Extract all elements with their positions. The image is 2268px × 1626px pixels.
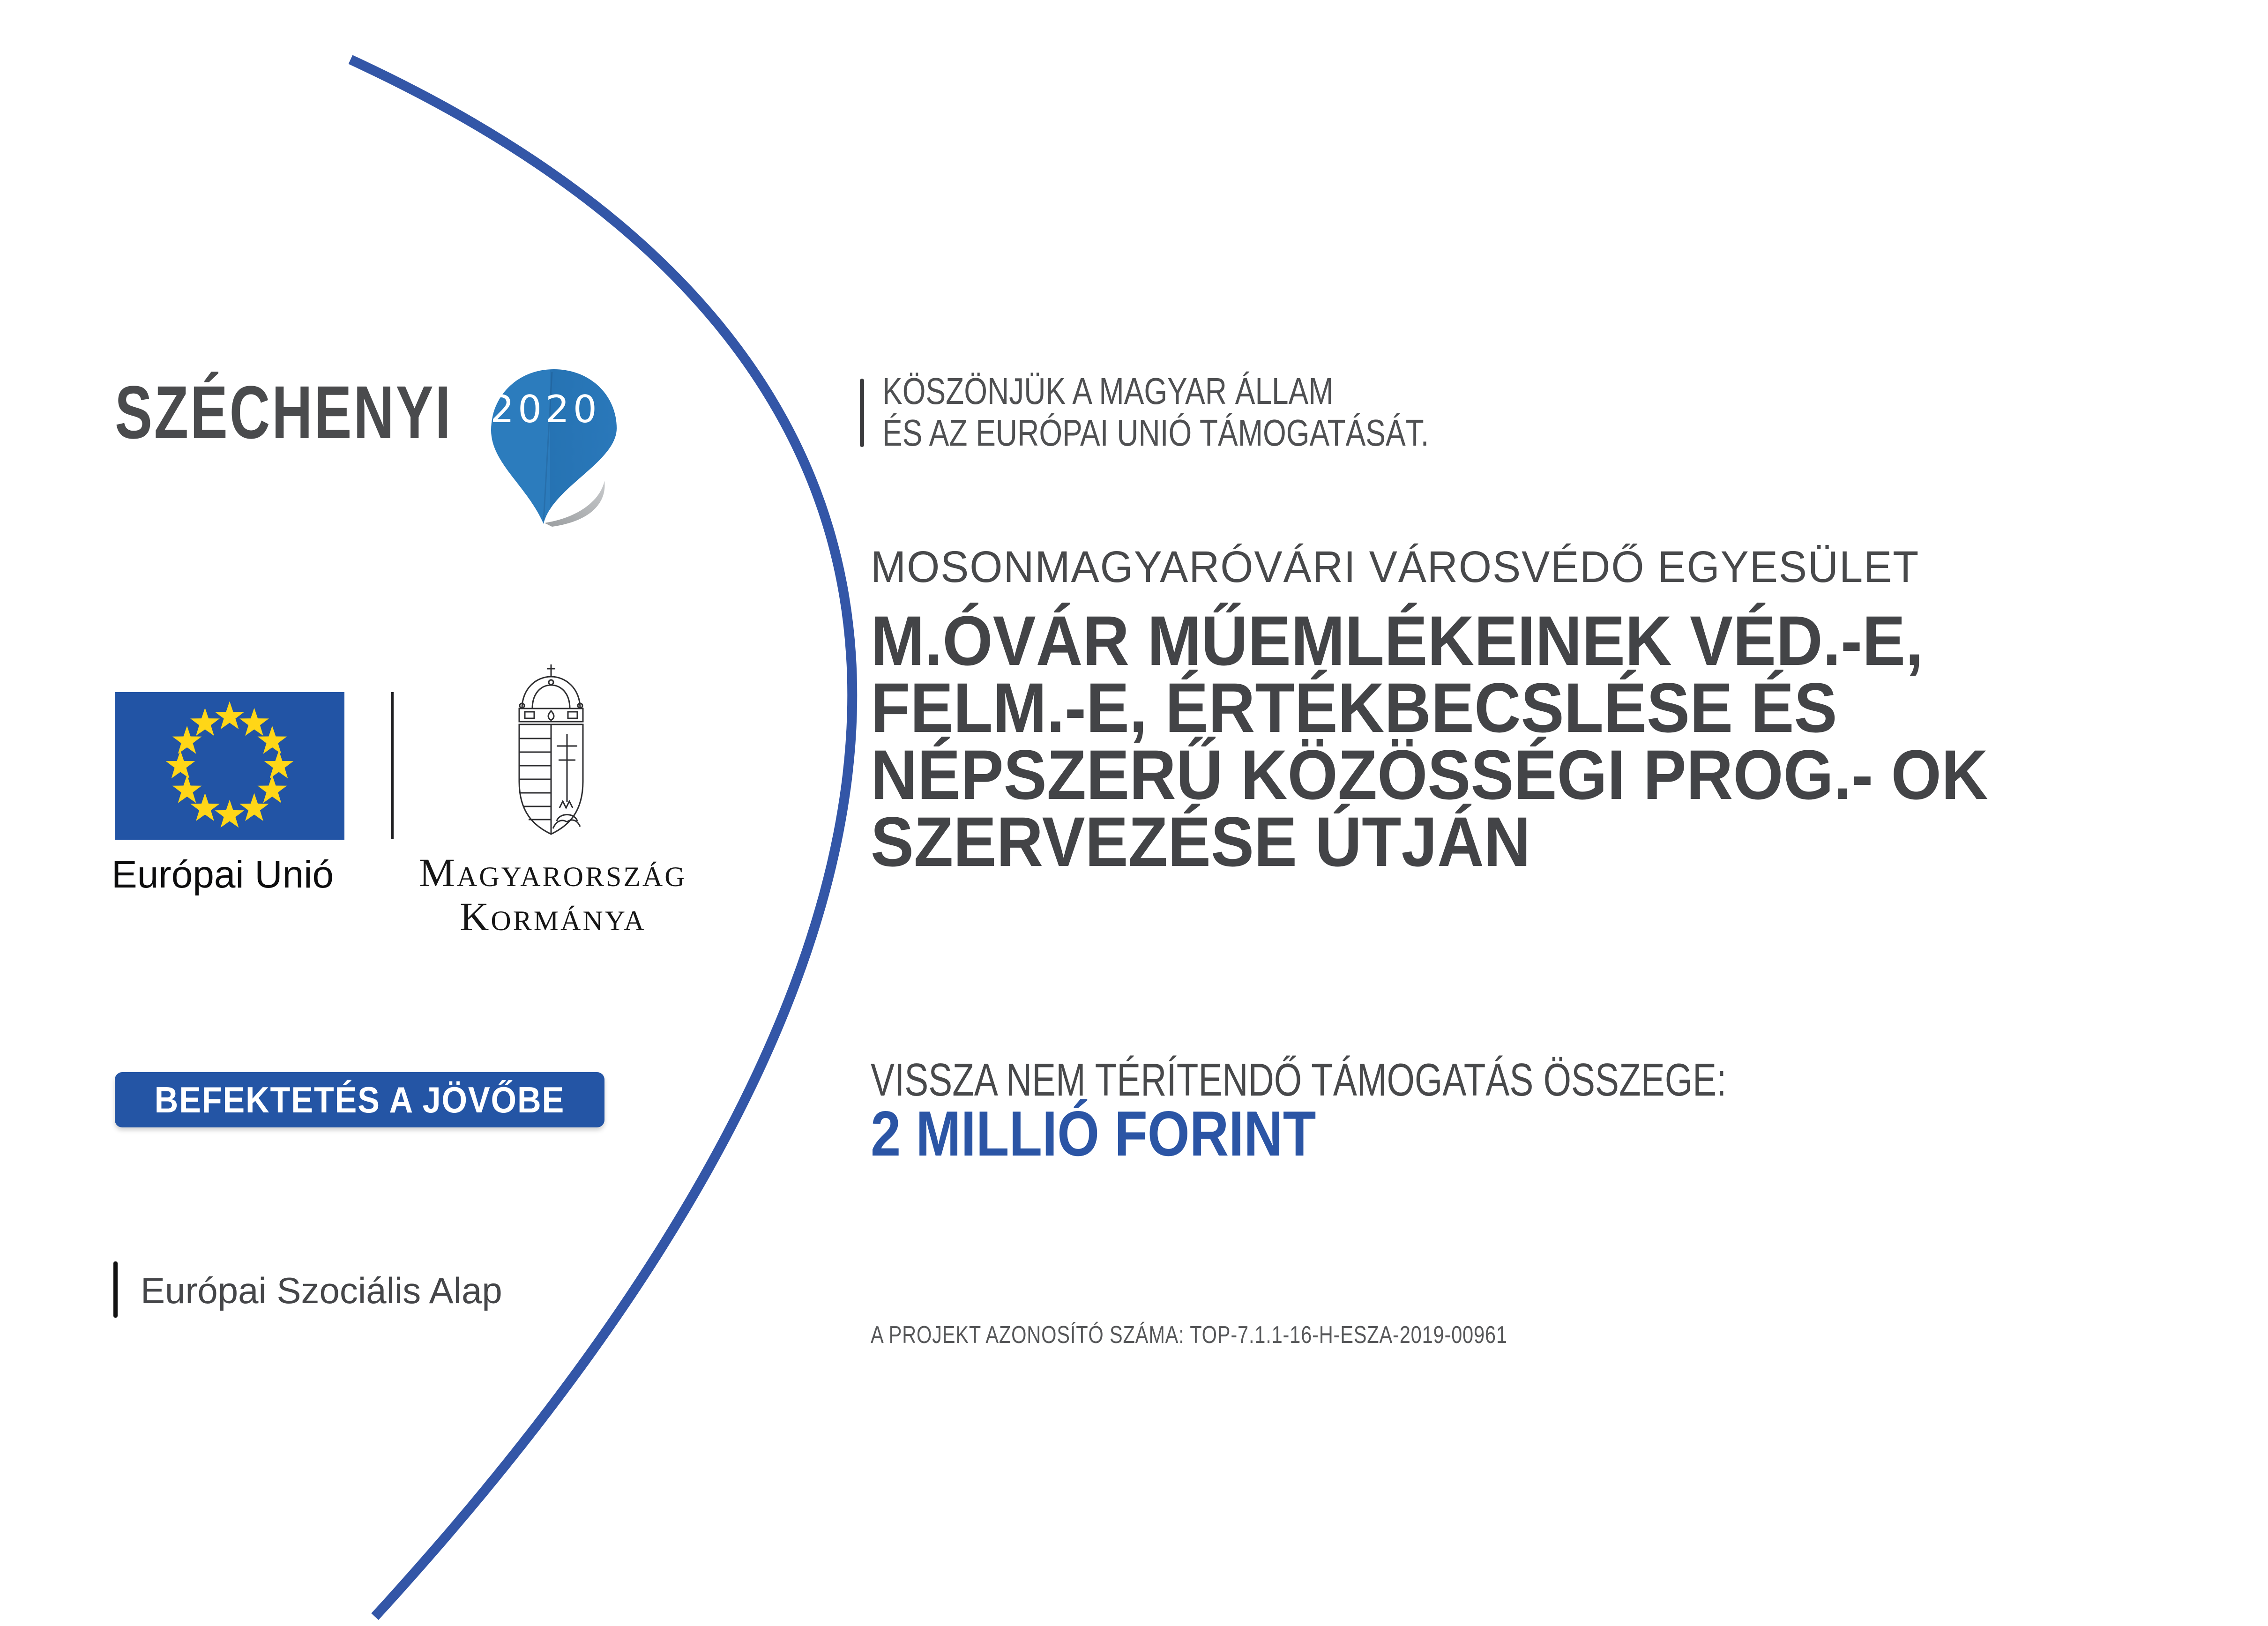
thanks-line-1: KÖSZÖNJÜK A MAGYAR ÁLLAM (882, 370, 1334, 412)
grant-amount-value: 2 MILLIÓ FORINT (871, 1098, 1316, 1169)
project-title-line-4: SZERVEZÉSE ÚTJÁN (871, 802, 1531, 881)
esf-label: Európai Szociális Alap (141, 1270, 502, 1311)
grant-amount-label: VISSZA NEM TÉRÍTENDŐ TÁMOGATÁS ÖSSZEGE: (871, 1054, 1727, 1105)
organization-name: MOSONMAGYARÓVÁRI VÁROSVÉDŐ EGYESÜLET (871, 542, 1920, 592)
esf-accent-bar (113, 1261, 118, 1318)
project-title (871, 601, 2085, 881)
eu-flag (115, 692, 344, 840)
eu-flag-caption: Európai Unió (112, 853, 334, 896)
thanks-accent-bar (860, 379, 864, 447)
project-title-line-1: M.ÓVÁR MŰEMLÉKEINEK VÉD.-E, (871, 601, 1924, 680)
szechenyi-wordmark-text: SZÉCHENYI (115, 370, 453, 454)
szechenyi-2020-pin-icon (486, 369, 621, 531)
government-label-line1: Magyarország (419, 850, 687, 895)
investment-badge-label: BEFEKTETÉS A JÖVŐBE (154, 1079, 565, 1120)
pin-year-label: 2020 (490, 388, 601, 431)
project-id-line: A PROJEKT AZONOSÍTÓ SZÁMA: TOP-7.1.1-16-H-ESZA-2019-00961 (871, 1321, 1507, 1349)
hungary-coat-of-arms-icon (504, 664, 598, 844)
project-title-line-3: NÉPSZERŰ KÖZÖSSÉGI PROG.- OK (871, 735, 1988, 814)
government-label-line2: Kormánya (460, 894, 646, 939)
investment-badge (115, 1072, 604, 1127)
thanks-line-2: ÉS AZ EURÓPAI UNIÓ TÁMOGATÁSÁT. (882, 412, 1429, 454)
logo-divider-line (391, 692, 394, 839)
thanks-note (882, 370, 1566, 454)
project-title-line-2: FELM.-E, ÉRTÉKBECSLÉSE ÉS (871, 668, 1837, 747)
